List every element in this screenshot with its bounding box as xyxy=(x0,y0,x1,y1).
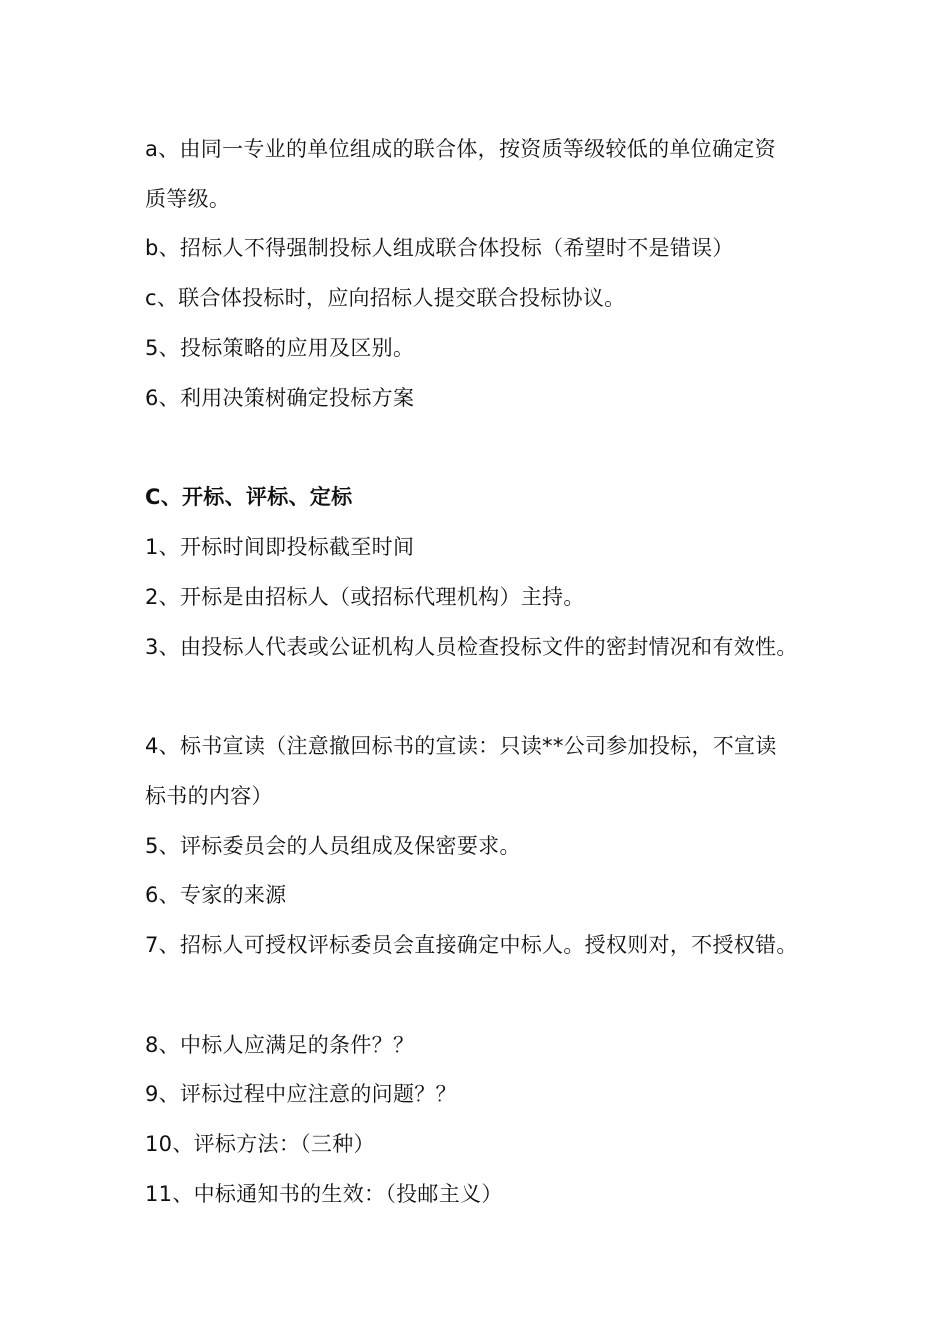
item-a-line-2: 质等级。 xyxy=(145,187,231,211)
section-c-item-2: 2、开标是由招标人（或招标代理机构）主持。 xyxy=(145,585,585,609)
item-b: b、招标人不得强制投标人组成联合体投标（希望时不是错误） xyxy=(145,236,734,260)
section-c-item-8: 8、中标人应满足的条件？？ xyxy=(145,1033,415,1057)
section-c-item-10: 10、评标方法：（三种） xyxy=(145,1132,375,1156)
section-c-item-1: 1、开标时间即投标截至时间 xyxy=(145,535,415,559)
section-c-item-4-line-2: 标书的内容） xyxy=(145,784,273,808)
item-a-line-1: a、由同一专业的单位组成的联合体，按资质等级较低的单位确定资 xyxy=(145,137,776,161)
item-6-decision-tree: 6、利用决策树确定投标方案 xyxy=(145,386,415,410)
section-c-item-11: 11、中标通知书的生效：（投邮主义） xyxy=(145,1182,503,1206)
section-c-item-4-line-1: 4、标书宣读（注意撤回标书的宣读：只读**公司参加投标，不宣读 xyxy=(145,734,777,758)
section-c-item-5: 5、评标委员会的人员组成及保密要求。 xyxy=(145,834,521,858)
item-5-bidding-strategy: 5、投标策略的应用及区别。 xyxy=(145,336,415,360)
section-c-item-7: 7、招标人可授权评标委员会直接确定中标人。授权则对，不授权错。 xyxy=(145,933,798,957)
section-heading-c: C、开标、评标、定标 xyxy=(145,485,353,509)
section-c-item-6: 6、专家的来源 xyxy=(145,883,287,907)
section-c-item-9: 9、评标过程中应注意的问题？？ xyxy=(145,1082,457,1106)
section-c-item-3: 3、由投标人代表或公证机构人员检查投标文件的密封情况和有效性。 xyxy=(145,635,798,659)
item-c: c、联合体投标时，应向招标人提交联合投标协议。 xyxy=(145,286,626,310)
